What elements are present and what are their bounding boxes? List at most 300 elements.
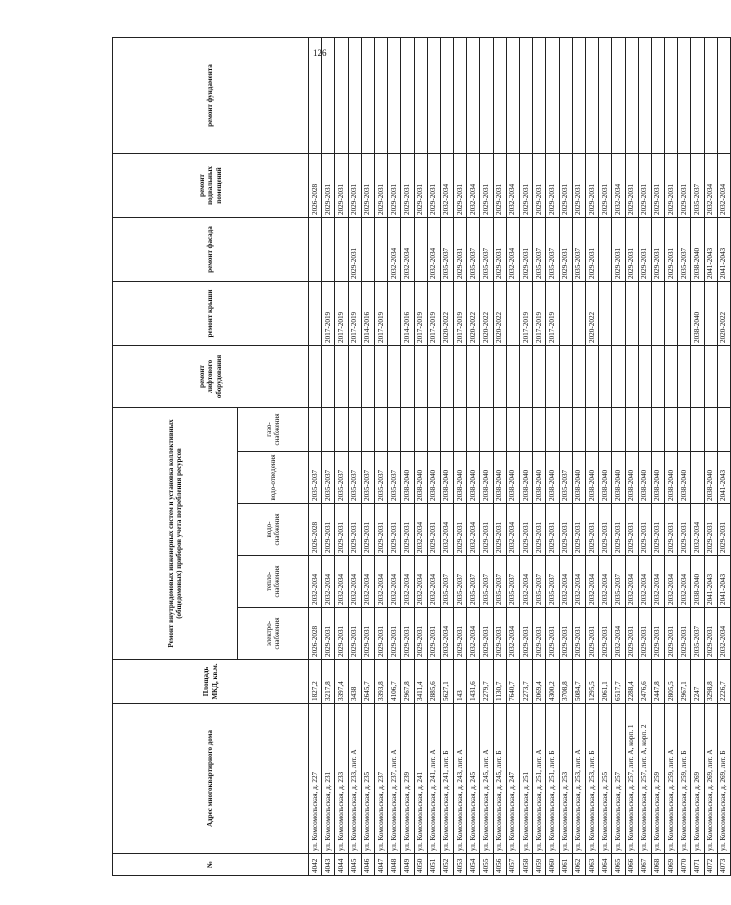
facade-cell: 2029-2031 — [520, 218, 533, 282]
facade-cell — [335, 218, 348, 282]
electric-cell: 2029-2031 — [704, 608, 717, 660]
facade-cell: 2029-2031 — [638, 218, 651, 282]
row-number: 4057 — [506, 854, 519, 876]
roof-cell — [572, 282, 585, 346]
drain-cell: 2035-2037 — [309, 452, 322, 504]
electric-cell: 2035-2037 — [691, 608, 704, 660]
drain-cell: 2038-2040 — [585, 452, 598, 504]
heat-cell: 2035-2037 — [480, 556, 493, 608]
electric-cell: 2032-2034 — [612, 608, 625, 660]
header-heat: тепло-снабжения — [238, 556, 309, 608]
address-cell: ул. Комсомольская, д. 259, лит. А — [665, 704, 678, 854]
facade-cell: 2029-2031 — [493, 218, 506, 282]
area-cell: 2247 — [691, 660, 704, 704]
address-cell: ул. Комсомольская, д. 259 — [651, 704, 664, 854]
facade-cell: 2032-2034 — [427, 218, 440, 282]
drain-cell: 2038-2040 — [506, 452, 519, 504]
address-cell: ул. Комсомольская, д. 245, лит. А — [480, 704, 493, 854]
heat-cell: 2032-2034 — [322, 556, 335, 608]
gas-cell — [440, 408, 453, 452]
row-number: 4064 — [599, 854, 612, 876]
heat-cell: 2032-2034 — [585, 556, 598, 608]
address-cell: ул. Комсомольская, д. 237 — [374, 704, 387, 854]
elevator-cell — [717, 346, 730, 408]
foundation-cell — [374, 38, 387, 154]
table-row — [506, 38, 519, 876]
electric-cell: 2032-2034 — [440, 608, 453, 660]
drain-cell: 2035-2037 — [559, 452, 572, 504]
drain-cell: 2038-2040 — [572, 452, 585, 504]
heat-cell: 2035-2037 — [440, 556, 453, 608]
gas-cell — [309, 408, 322, 452]
table-row — [572, 38, 585, 876]
drain-cell: 2035-2037 — [374, 452, 387, 504]
area-cell: 2288,4 — [625, 660, 638, 704]
basement-cell: 2035-2037 — [691, 154, 704, 218]
address-cell: ул. Комсомольская, д. 251, лит. Б — [546, 704, 559, 854]
heat-cell: 2032-2034 — [401, 556, 414, 608]
gas-cell — [414, 408, 427, 452]
row-number: 4046 — [361, 854, 374, 876]
water-cell: 2029-2031 — [678, 504, 691, 556]
heat-cell: 2041-2043 — [717, 556, 730, 608]
address-cell: ул. Комсомольская, д. 227 — [309, 704, 322, 854]
gas-cell — [717, 408, 730, 452]
area-cell: 2967,1 — [678, 660, 691, 704]
heat-cell: 2032-2034 — [388, 556, 401, 608]
facade-cell: 2029-2031 — [625, 218, 638, 282]
water-cell: 2029-2031 — [546, 504, 559, 556]
address-cell: ул. Комсомольская, д. 251 — [520, 704, 533, 854]
water-cell: 2032-2034 — [691, 504, 704, 556]
water-cell: 2029-2031 — [665, 504, 678, 556]
area-cell: 7640,7 — [506, 660, 519, 704]
heat-cell: 2032-2034 — [638, 556, 651, 608]
table-row — [717, 38, 730, 876]
drain-cell: 2038-2040 — [467, 452, 480, 504]
foundation-cell — [599, 38, 612, 154]
elevator-cell — [427, 346, 440, 408]
row-number: 4059 — [533, 854, 546, 876]
gas-cell — [612, 408, 625, 452]
foundation-cell — [638, 38, 651, 154]
water-cell: 2029-2031 — [520, 504, 533, 556]
roof-cell — [388, 282, 401, 346]
address-cell: ул. Комсомольская, д. 239 — [401, 704, 414, 854]
table-row — [454, 38, 467, 876]
foundation-cell — [572, 38, 585, 154]
address-cell: ул. Комсомольская, д. 245, лит. Б — [493, 704, 506, 854]
rotated-sheet — [112, 38, 728, 876]
drain-cell: 2038-2040 — [678, 452, 691, 504]
water-cell: 2029-2031 — [348, 504, 361, 556]
electric-cell: 2029-2031 — [546, 608, 559, 660]
area-cell: 1295,5 — [585, 660, 598, 704]
gas-cell — [480, 408, 493, 452]
table-row — [440, 38, 453, 876]
header-area: Площадь МКД, кв.м. — [113, 660, 309, 704]
drain-cell: 2035-2037 — [322, 452, 335, 504]
foundation-cell — [322, 38, 335, 154]
gas-cell — [585, 408, 598, 452]
water-cell: 2029-2031 — [401, 504, 414, 556]
water-cell: 2029-2031 — [493, 504, 506, 556]
water-cell: 2029-2031 — [480, 504, 493, 556]
area-cell: 3393,8 — [374, 660, 387, 704]
table-row — [401, 38, 414, 876]
roof-cell: 2020-2022 — [467, 282, 480, 346]
row-number: 4048 — [388, 854, 401, 876]
elevator-cell — [309, 346, 322, 408]
foundation-cell — [520, 38, 533, 154]
area-cell: 1827,2 — [309, 660, 322, 704]
address-cell: ул. Комсомольская, д. 269, лит. А — [704, 704, 717, 854]
gas-cell — [520, 408, 533, 452]
gas-cell — [361, 408, 374, 452]
basement-cell: 2029-2031 — [572, 154, 585, 218]
gas-cell — [625, 408, 638, 452]
gas-cell — [388, 408, 401, 452]
basement-cell: 2029-2031 — [335, 154, 348, 218]
basement-cell: 2029-2031 — [374, 154, 387, 218]
area-cell: 3708,8 — [559, 660, 572, 704]
foundation-cell — [678, 38, 691, 154]
elevator-cell — [374, 346, 387, 408]
basement-cell: 2029-2031 — [533, 154, 546, 218]
table-row — [309, 38, 322, 876]
area-cell: 2273,7 — [520, 660, 533, 704]
basement-cell: 2029-2031 — [322, 154, 335, 218]
row-number: 4044 — [335, 854, 348, 876]
facade-cell: 2029-2031 — [612, 218, 625, 282]
water-cell: 2029-2031 — [585, 504, 598, 556]
basement-cell: 2032-2034 — [717, 154, 730, 218]
basement-cell: 2029-2031 — [585, 154, 598, 218]
basement-cell: 2029-2031 — [454, 154, 467, 218]
drain-cell: 2038-2040 — [625, 452, 638, 504]
gas-cell — [704, 408, 717, 452]
table-row — [322, 38, 335, 876]
roof-cell: 2020-2022 — [440, 282, 453, 346]
roof-cell: 2020-2022 — [585, 282, 598, 346]
gas-cell — [427, 408, 440, 452]
heat-cell: 2035-2037 — [612, 556, 625, 608]
header-basement: ремонт подвальных помещений — [113, 154, 309, 218]
elevator-cell — [348, 346, 361, 408]
electric-cell: 2029-2031 — [322, 608, 335, 660]
elevator-cell — [401, 346, 414, 408]
electric-cell: 2029-2031 — [665, 608, 678, 660]
electric-cell: 2029-2031 — [348, 608, 361, 660]
electric-cell: 2029-2031 — [520, 608, 533, 660]
address-cell: ул. Комсомольская, д. 269 — [691, 704, 704, 854]
drain-cell: 2038-2040 — [612, 452, 625, 504]
electric-cell: 2026-2028 — [309, 608, 322, 660]
row-number: 4063 — [585, 854, 598, 876]
roof-cell — [559, 282, 572, 346]
foundation-cell — [691, 38, 704, 154]
heat-cell: 2032-2034 — [520, 556, 533, 608]
water-cell: 2029-2031 — [638, 504, 651, 556]
water-cell: 2029-2031 — [454, 504, 467, 556]
roof-cell — [599, 282, 612, 346]
facade-cell: 2032-2034 — [388, 218, 401, 282]
area-cell: 2447,8 — [651, 660, 664, 704]
heat-cell: 2035-2037 — [546, 556, 559, 608]
basement-cell: 2032-2034 — [704, 154, 717, 218]
electric-cell: 2029-2031 — [585, 608, 598, 660]
facade-cell: 2035-2037 — [467, 218, 480, 282]
basement-cell: 2029-2031 — [427, 154, 440, 218]
water-cell: 2032-2034 — [440, 504, 453, 556]
facade-cell — [361, 218, 374, 282]
heat-cell: 2032-2034 — [427, 556, 440, 608]
basement-cell: 2032-2034 — [440, 154, 453, 218]
drain-cell: 2038-2040 — [414, 452, 427, 504]
basement-cell: 2029-2031 — [493, 154, 506, 218]
electric-cell: 2029-2031 — [388, 608, 401, 660]
basement-cell: 2029-2031 — [414, 154, 427, 218]
gas-cell — [467, 408, 480, 452]
header-elevator: ремонт лифтового оборудования — [113, 346, 309, 408]
elevator-cell — [440, 346, 453, 408]
water-cell: 2029-2031 — [559, 504, 572, 556]
elevator-cell — [625, 346, 638, 408]
elevator-cell — [467, 346, 480, 408]
electric-cell: 2029-2031 — [361, 608, 374, 660]
area-cell: 2061,1 — [599, 660, 612, 704]
row-number: 4056 — [493, 854, 506, 876]
roof-cell: 2017-2019 — [374, 282, 387, 346]
electric-cell: 2029-2031 — [414, 608, 427, 660]
row-number: 4054 — [467, 854, 480, 876]
table-row — [467, 38, 480, 876]
water-cell: 2029-2031 — [533, 504, 546, 556]
drain-cell: 2038-2040 — [638, 452, 651, 504]
table-row — [651, 38, 664, 876]
water-cell: 2032-2034 — [414, 504, 427, 556]
roof-cell — [625, 282, 638, 346]
water-cell: 2029-2031 — [612, 504, 625, 556]
water-cell: 2029-2031 — [704, 504, 717, 556]
elevator-cell — [322, 346, 335, 408]
area-cell: 2645,7 — [361, 660, 374, 704]
electric-cell: 2029-2031 — [599, 608, 612, 660]
water-cell: 2029-2031 — [427, 504, 440, 556]
facade-cell — [599, 218, 612, 282]
water-cell: 2029-2031 — [651, 504, 664, 556]
basement-cell: 2029-2031 — [361, 154, 374, 218]
facade-cell: 2035-2037 — [572, 218, 585, 282]
foundation-cell — [585, 38, 598, 154]
gas-cell — [348, 408, 361, 452]
water-cell: 2029-2031 — [374, 504, 387, 556]
drain-cell: 2038-2040 — [454, 452, 467, 504]
basement-cell: 2029-2031 — [665, 154, 678, 218]
heat-cell: 2035-2037 — [493, 556, 506, 608]
electric-cell: 2032-2034 — [506, 608, 519, 660]
heat-cell: 2032-2034 — [559, 556, 572, 608]
electric-cell: 2029-2031 — [335, 608, 348, 660]
foundation-cell — [612, 38, 625, 154]
basement-cell: 2032-2034 — [506, 154, 519, 218]
gas-cell — [533, 408, 546, 452]
gas-cell — [572, 408, 585, 452]
heat-cell: 2032-2034 — [599, 556, 612, 608]
drain-cell: 2041-2043 — [717, 452, 730, 504]
electric-cell: 2029-2031 — [651, 608, 664, 660]
row-number: 4043 — [322, 854, 335, 876]
electric-cell: 2029-2031 — [480, 608, 493, 660]
address-cell: ул. Комсомольская, д. 257, лит. А, корп. 2 — [638, 704, 651, 854]
basement-cell: 2029-2031 — [388, 154, 401, 218]
heat-cell: 2032-2034 — [374, 556, 387, 608]
table-row — [348, 38, 361, 876]
elevator-cell — [612, 346, 625, 408]
elevator-cell — [665, 346, 678, 408]
elevator-cell — [599, 346, 612, 408]
facade-cell: 2038-2040 — [691, 218, 704, 282]
heat-cell: 2032-2034 — [625, 556, 638, 608]
heat-cell: 2032-2034 — [361, 556, 374, 608]
drain-cell: 2038-2040 — [440, 452, 453, 504]
address-cell: ул. Комсомольская, д. 241 — [414, 704, 427, 854]
elevator-cell — [493, 346, 506, 408]
water-cell: 2026-2028 — [309, 504, 322, 556]
address-cell: ул. Комсомольская, д. 243, лит. А — [454, 704, 467, 854]
basement-cell: 2029-2031 — [651, 154, 664, 218]
address-cell: ул. Комсомольская, д. 257, лит. А, корп. 1 — [625, 704, 638, 854]
address-cell: ул. Комсомольская, д. 255 — [599, 704, 612, 854]
drain-cell — [691, 452, 704, 504]
electric-cell: 2029-2031 — [638, 608, 651, 660]
address-cell: ул. Комсомольская, д. 245 — [467, 704, 480, 854]
address-cell: ул. Комсомольская, д. 233, лит. А — [348, 704, 361, 854]
basement-cell: 2029-2031 — [546, 154, 559, 218]
gas-cell — [401, 408, 414, 452]
roof-cell: 2017-2019 — [348, 282, 361, 346]
row-number: 4071 — [691, 854, 704, 876]
area-cell: 2805,5 — [665, 660, 678, 704]
water-cell: 2029-2031 — [335, 504, 348, 556]
water-cell: 2029-2031 — [572, 504, 585, 556]
elevator-cell — [388, 346, 401, 408]
area-cell: 2069,4 — [533, 660, 546, 704]
roof-cell: 2014-2016 — [361, 282, 374, 346]
elevator-cell — [520, 346, 533, 408]
roof-cell: 2020-2022 — [493, 282, 506, 346]
header-gas: газо-снабжения — [238, 408, 309, 452]
heat-cell: 2041-2043 — [704, 556, 717, 608]
electric-cell: 2029-2031 — [374, 608, 387, 660]
elevator-cell — [559, 346, 572, 408]
foundation-cell — [427, 38, 440, 154]
table-row — [493, 38, 506, 876]
heat-cell: 2032-2034 — [335, 556, 348, 608]
drain-cell: 2035-2037 — [348, 452, 361, 504]
gas-cell — [638, 408, 651, 452]
address-cell: ул. Комсомольская, д. 259, лит. Б — [678, 704, 691, 854]
header-facade: ремонт фасада — [113, 218, 309, 282]
basement-cell: 2032-2034 — [612, 154, 625, 218]
table-row — [559, 38, 572, 876]
basement-cell: 2029-2031 — [638, 154, 651, 218]
area-cell: 3438 — [348, 660, 361, 704]
row-number: 4051 — [427, 854, 440, 876]
address-cell: ул. Комсомольская, д. 253 — [559, 704, 572, 854]
area-cell: 5084,7 — [572, 660, 585, 704]
row-number: 4050 — [414, 854, 427, 876]
roof-cell: 2017-2019 — [335, 282, 348, 346]
facade-cell — [322, 218, 335, 282]
basement-cell: 2029-2031 — [678, 154, 691, 218]
facade-cell: 2035-2037 — [440, 218, 453, 282]
foundation-cell — [467, 38, 480, 154]
area-cell: 2967,8 — [401, 660, 414, 704]
facade-cell: 2035-2037 — [546, 218, 559, 282]
elevator-cell — [414, 346, 427, 408]
table-row — [388, 38, 401, 876]
electric-cell: 2032-2034 — [467, 608, 480, 660]
row-number: 4053 — [454, 854, 467, 876]
heat-cell: 2035-2037 — [506, 556, 519, 608]
address-cell: ул. Комсомольская, д. 241, лит. Б — [440, 704, 453, 854]
row-number: 4067 — [638, 854, 651, 876]
area-cell: 3298,8 — [704, 660, 717, 704]
roof-cell — [638, 282, 651, 346]
page-number: 126 — [313, 48, 327, 58]
table-row — [691, 38, 704, 876]
facade-cell — [309, 218, 322, 282]
foundation-cell — [546, 38, 559, 154]
area-cell: 3411,4 — [414, 660, 427, 704]
address-cell: ул. Комсомольская, д. 247 — [506, 704, 519, 854]
area-cell: 3217,8 — [322, 660, 335, 704]
facade-cell: 2035-2037 — [533, 218, 546, 282]
address-cell: ул. Комсомольская, д. 235 — [361, 704, 374, 854]
gas-cell — [374, 408, 387, 452]
elevator-cell — [480, 346, 493, 408]
elevator-cell — [454, 346, 467, 408]
facade-cell: 2032-2034 — [401, 218, 414, 282]
row-number: 4069 — [665, 854, 678, 876]
facade-cell: 2032-2034 — [506, 218, 519, 282]
drain-cell: 2038-2040 — [665, 452, 678, 504]
facade-cell — [374, 218, 387, 282]
water-cell: 2029-2031 — [322, 504, 335, 556]
table-row — [361, 38, 374, 876]
drain-cell: 2038-2040 — [480, 452, 493, 504]
address-cell: ул. Комсомольская, д. 253, лит. А — [572, 704, 585, 854]
row-number: 4060 — [546, 854, 559, 876]
electric-cell: 2029-2031 — [625, 608, 638, 660]
water-cell: 2029-2031 — [388, 504, 401, 556]
basement-cell: 2032-2034 — [467, 154, 480, 218]
heat-cell: 2035-2037 — [467, 556, 480, 608]
roof-cell: 2017-2019 — [322, 282, 335, 346]
roof-cell: 2017-2019 — [454, 282, 467, 346]
facade-cell: 2029-2031 — [651, 218, 664, 282]
gas-cell — [322, 408, 335, 452]
area-cell: 143 — [454, 660, 467, 704]
heat-cell: 2038-2040 — [691, 556, 704, 608]
heat-cell: 2032-2034 — [309, 556, 322, 608]
header-address: Адрес многоквартирного дома — [113, 704, 309, 854]
foundation-cell — [401, 38, 414, 154]
row-number: 4052 — [440, 854, 453, 876]
heat-cell: 2032-2034 — [665, 556, 678, 608]
heat-cell: 2032-2034 — [678, 556, 691, 608]
